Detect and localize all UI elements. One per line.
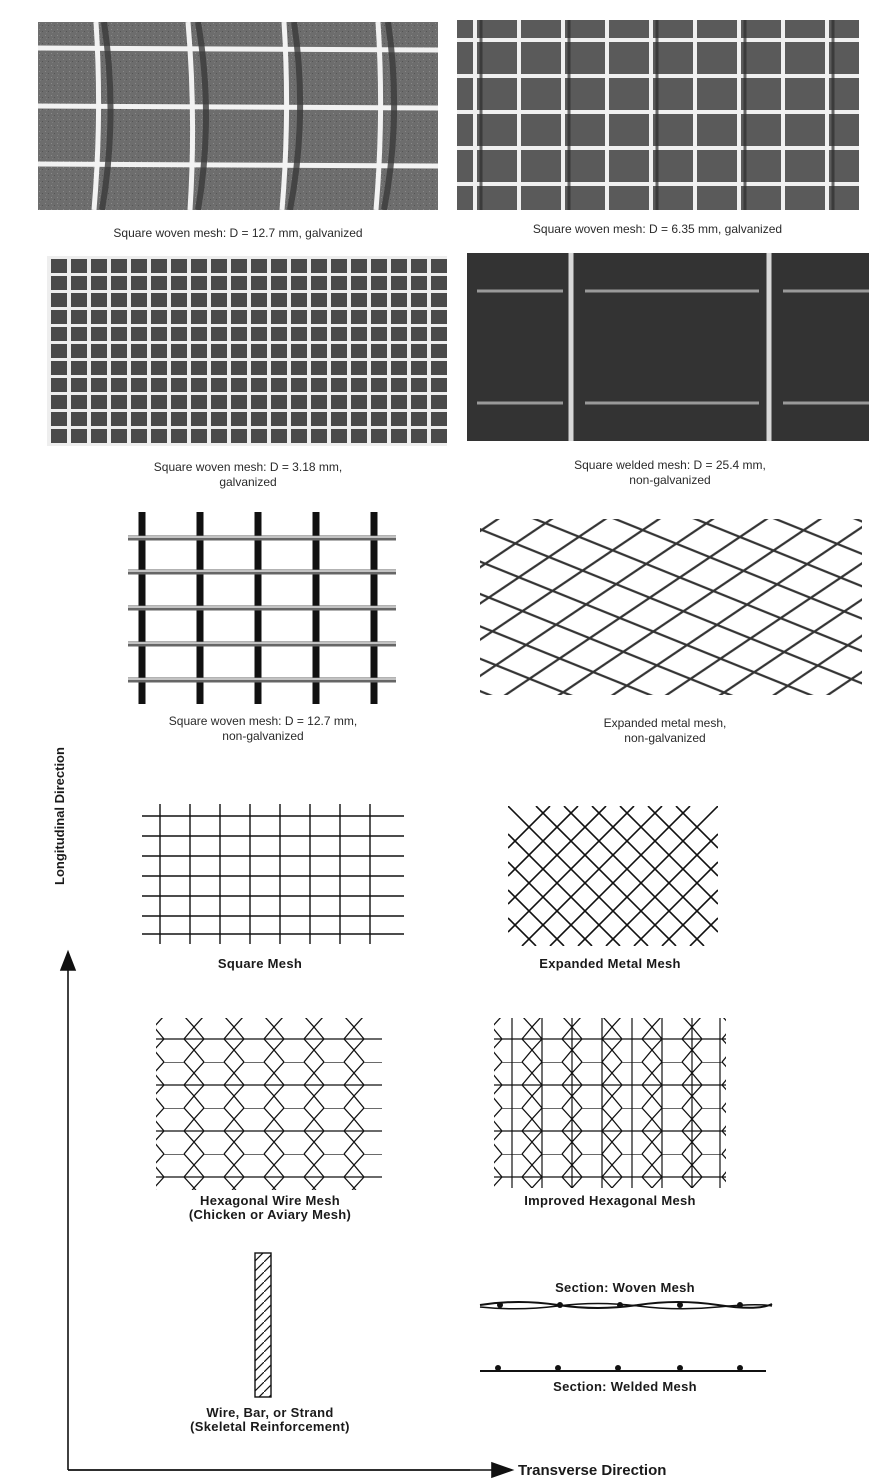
photo-woven-mesh-12-7-non-galvanized [128,512,398,704]
section-woven-mesh-diagram [478,1296,774,1314]
expanded-metal-mesh-diagram [508,806,718,946]
photo-expanded-metal-mesh [480,513,862,699]
photo-welded-mesh-25-4-non-galvanized [467,253,869,441]
photo-woven-mesh-6-35-galvanized [457,20,859,210]
photo-caption-2: Square woven mesh: D = 6.35 mm, galvanized [532,222,783,236]
label-section-woven-mesh: Section: Woven Mesh [555,1280,695,1295]
label-expanded-metal-mesh: Expanded Metal Mesh [539,956,681,971]
x-axis-label: Transverse Direction [518,1462,667,1479]
photo-caption-1: Square woven mesh: D = 12.7 mm, galvanized [113,226,363,240]
label-hexagonal-wire-mesh: Hexagonal Wire Mesh (Chicken or Aviary Mesh) [188,1193,352,1222]
improved-hexagonal-mesh-diagram [492,1016,728,1190]
photo-woven-mesh-3-18-galvanized [47,256,447,446]
label-section-welded-mesh: Section: Welded Mesh [553,1379,697,1394]
y-axis-arrow [61,952,75,970]
photo-caption-5: Square woven mesh: D = 12.7 mm, non-galvanized [168,714,358,743]
label-wire-bar-strand: Wire, Bar, or Strand (Skeletal Reinforcement) [190,1405,350,1434]
square-mesh-diagram [142,800,407,948]
photo-caption-3: Square woven mesh: D = 3.18 mm, galvanized [153,460,343,489]
photo-caption-4: Square welded mesh: D = 25.4 mm, non-galvanized [574,458,766,487]
y-axis-label: Longitudinal Direction [52,747,67,885]
photo-woven-mesh-12-7-galvanized [38,22,438,210]
section-welded-mesh-diagram [478,1362,768,1376]
label-square-mesh: Square Mesh [217,956,303,971]
label-improved-hexagonal-mesh: Improved Hexagonal Mesh [524,1193,696,1208]
photo-caption-6: Expanded metal mesh, non-galvanized [603,716,727,745]
hexagonal-wire-mesh-diagram [154,1016,384,1192]
wire-bar-strand-diagram [254,1252,272,1398]
